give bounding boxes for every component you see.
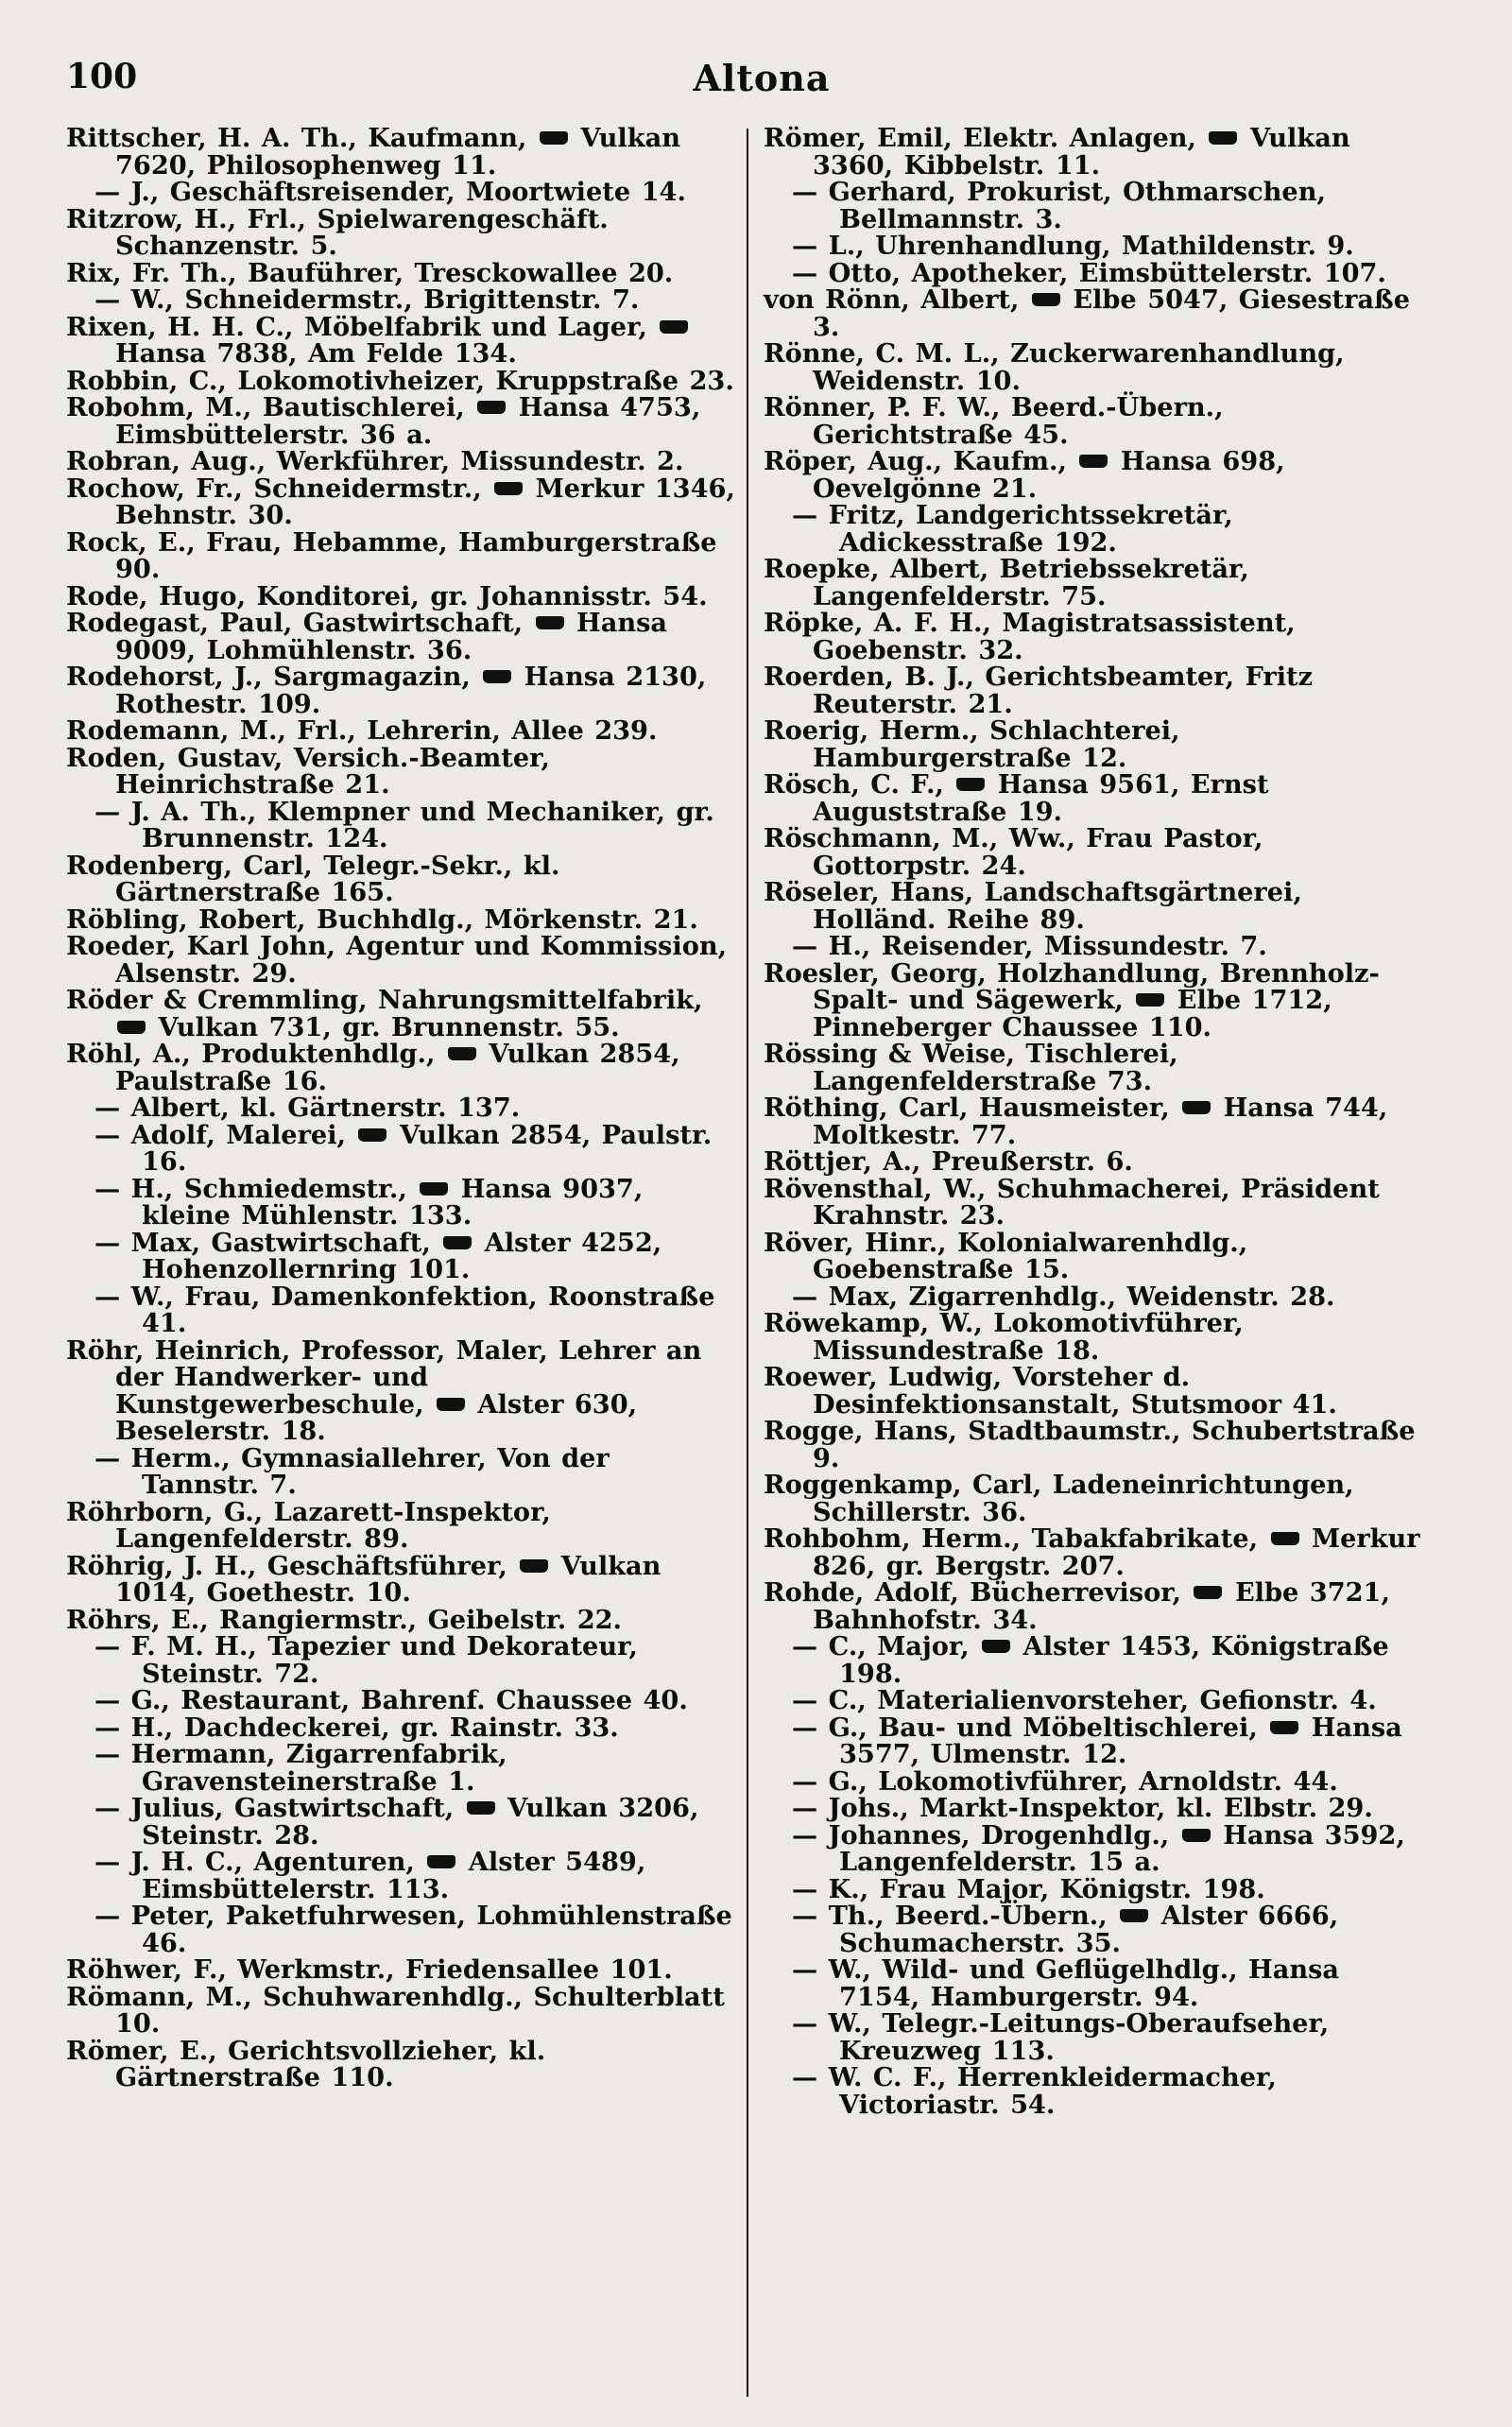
entry-text: Röwekamp, W., Lokomotivführer, Missundestraße 18. <box>764 1308 1244 1366</box>
directory-entry <box>66 933 735 987</box>
entry-text: Rochow, Fr., Schneidermstr., <box>66 473 493 504</box>
telephone-icon <box>494 482 523 495</box>
telephone-icon <box>437 1398 465 1411</box>
telephone-icon <box>420 1182 448 1196</box>
telephone-icon <box>427 1855 455 1868</box>
entry-text: — J., Geschäftsreisender, Moortwiete 14. <box>94 177 686 207</box>
entry-text: Roerig, Herm., Schlachterei, Hamburgerstraße 12. <box>764 715 1180 773</box>
directory-entry <box>66 1041 735 1094</box>
directory-entry <box>764 1041 1429 1094</box>
telephone-icon <box>443 1236 472 1249</box>
entry-text: Röhl, A., Produktenhdlg., <box>66 1039 446 1069</box>
entry-text: Röper, Aug., Kaufm., <box>764 446 1078 476</box>
entry-text: Hansa 9009, Lohmühlenstr. 36. <box>115 608 668 665</box>
entry-text: Hansa 744, Moltkestr. 77. <box>813 1093 1388 1150</box>
directory-entry <box>764 1873 1429 1904</box>
directory-entry <box>66 1741 735 1795</box>
entry-text: — H., Schmiedemstr., <box>94 1173 419 1204</box>
telephone-icon <box>448 1047 476 1060</box>
entry-text: Röhr, Heinrich, Professor, Maler, Lehrer an der Handwerker- und Kunstgewerbeschule, <box>66 1334 702 1420</box>
directory-entry <box>66 1119 735 1177</box>
directory-entry <box>66 1334 735 1446</box>
telephone-icon <box>660 320 688 334</box>
directory-entry <box>66 1496 735 1554</box>
entry-text: — L., Uhrenhandlung, Mathildenstr. 9. <box>792 231 1354 261</box>
entry-text: Vulkan 3206, Steinstr. 28. <box>142 1793 699 1850</box>
directory-entry <box>66 1981 735 2039</box>
entry-text: — Fritz, Landgerichtssekretär, Adickesstraße 192. <box>792 500 1233 558</box>
directory-entry <box>764 1714 1429 1768</box>
entry-text: Röhrig, J. H., Geschäftsführer, <box>66 1550 519 1581</box>
entry-text: Römer, E., Gerichtsvollzieher, kl. Gärtnerstraße 110. <box>66 2035 546 2092</box>
entry-text: Rodehorst, J., Sargmagazin, <box>66 662 482 692</box>
entry-text: Röseler, Hans, Landschaftsgärtnerei, Holländ. Reihe 89. <box>764 877 1302 935</box>
entry-text: — Hermann, Zigarrenfabrik, Gravensteinerstraße 1. <box>94 1739 507 1797</box>
telephone-icon <box>982 1640 1010 1653</box>
directory-entry <box>66 179 735 206</box>
directory-entry <box>66 1550 735 1608</box>
directory-entry <box>66 286 735 314</box>
right-column <box>748 125 1429 2397</box>
directory-entry <box>764 257 1429 288</box>
directory-entry <box>764 1283 1429 1311</box>
directory-entry <box>764 610 1429 663</box>
page-title: Altona <box>693 57 831 99</box>
directory-entry <box>66 125 735 179</box>
directory-entry <box>764 879 1429 933</box>
entry-text: — H., Reisender, Missundestr. 7. <box>792 931 1267 961</box>
directory-entry <box>66 796 735 853</box>
entry-text: — G., Bau- und Möbeltischlerei, <box>792 1712 1269 1743</box>
entry-text: — W., Frau, Damenkonfektion, Roonstraße 41. <box>94 1281 715 1338</box>
directory-entry <box>66 365 735 396</box>
entry-text: Römann, M., Schuhwarenhdlg., Schulterblatt 10. <box>66 1981 725 2039</box>
directory-entry <box>764 1094 1429 1148</box>
entry-text: Rodenberg, Carl, Telegr.-Sekr., kl. Gärtnerstraße 165. <box>66 850 560 907</box>
entry-text: Roggenkamp, Carl, Ladeneinrichtungen, Schillerstr. 36. <box>764 1470 1354 1527</box>
directory-entry <box>66 610 735 663</box>
directory-entry <box>764 232 1429 260</box>
entry-text: Ritzrow, H., Frl., Spielwarengeschäft. Schanzenstr. 5. <box>66 203 609 261</box>
entry-text: — W., Wild- und Geflügelhdlg., Hansa 7154, Hamburgerstr. 94. <box>792 1954 1340 2012</box>
directory-entry <box>764 1310 1429 1364</box>
entry-text: Rönne, C. M. L., Zuckerwarenhandlung, Weidenstr. 10. <box>764 338 1345 396</box>
directory-entry <box>66 1849 735 1902</box>
directory-entry <box>66 1633 735 1687</box>
entry-text: — W., Schneidermstr., Brigittenstr. 7. <box>94 284 640 315</box>
entry-text: — Herm., Gymnasiallehrer, Von der Tannstr. 7. <box>94 1442 610 1500</box>
directory-entry <box>66 1902 735 1956</box>
telephone-icon <box>1270 1721 1298 1734</box>
entry-text: Röthing, Carl, Hausmeister, <box>764 1093 1181 1123</box>
entry-text: Alster 630, Beselerstr. 18. <box>115 1388 638 1446</box>
entry-text: — G., Restaurant, Bahrenf. Chaussee 40. <box>94 1685 688 1715</box>
entry-text: Elbe 5047, Giesestraße 3. <box>813 284 1411 342</box>
entry-text: — Peter, Paketfuhrwesen, Lohmühlenstraße 46. <box>94 1901 732 1958</box>
directory-entry <box>66 526 735 584</box>
directory-entry <box>764 771 1429 825</box>
telephone-icon <box>1136 993 1164 1007</box>
directory-entry <box>66 448 735 475</box>
page-number: 100 <box>66 57 138 96</box>
directory-entry <box>764 556 1429 610</box>
entry-text: Roewer, Ludwig, Vorsteher d. Desinfektionsanstalt, Stutsmoor 41. <box>764 1362 1337 1420</box>
directory-entry <box>764 340 1429 394</box>
directory-entry <box>764 2010 1429 2064</box>
entry-text: — Albert, kl. Gärtnerstr. 137. <box>94 1093 521 1123</box>
entry-text: Roeder, Karl John, Agentur und Kommission, Alsenstr. 29. <box>66 931 728 989</box>
directory-entry <box>764 957 1429 1042</box>
entry-text: — W. C. F., Herrenkleidermacher, Victoriastr. 54. <box>792 2062 1277 2120</box>
entry-text: — Max, Gastwirtschaft, <box>94 1227 442 1258</box>
entry-text: — Max, Zigarrenhdlg., Weidenstr. 28. <box>792 1281 1335 1312</box>
entry-text: — C., Materialienvorsteher, Gefionstr. 4. <box>792 1685 1377 1715</box>
telephone-icon <box>540 131 568 145</box>
directory-entry <box>764 1525 1429 1579</box>
entry-text: Hansa 9561, Ernst Auguststraße 19. <box>813 769 1269 827</box>
telephone-icon <box>117 1021 146 1034</box>
entry-text: Vulkan 3360, Kibbelstr. 11. <box>813 123 1350 181</box>
entry-text: Rohde, Adolf, Bücherrevisor, <box>764 1577 1193 1608</box>
entry-text: Röver, Hinr., Kolonialwarenhdlg., Goebenstraße 15. <box>764 1227 1248 1284</box>
directory-entry <box>764 125 1429 179</box>
telephone-icon <box>956 778 985 791</box>
telephone-icon <box>358 1128 387 1142</box>
entry-text: Rogge, Hans, Stadtbaumstr., Schubertstraße 9. <box>764 1416 1416 1473</box>
entry-text: Röhrborn, G., Lazarett-Inspektor, Langenfelderstr. 89. <box>66 1496 551 1554</box>
directory-entry <box>66 717 735 745</box>
entry-text: Alster 1453, Königstraße 198. <box>839 1631 1389 1689</box>
entry-text: Alster 4252, Hohenzollernring 101. <box>142 1227 662 1284</box>
entry-text: — K., Frau Major, Königstr. 198. <box>792 1873 1265 1904</box>
entry-text: Vulkan 7620, Philosophenweg 11. <box>115 123 680 181</box>
telephone-icon <box>1271 1532 1299 1545</box>
directory-entry <box>764 1902 1429 1956</box>
entry-text: — Julius, Gastwirtschaft, <box>94 1793 465 1823</box>
entry-text: Hansa 4753, Eimsbüttelerstr. 36 a. <box>115 392 701 450</box>
entry-text: — Otto, Apotheker, Eimsbüttelerstr. 107. <box>792 257 1386 288</box>
entry-text: Röder & Cremmling, Nahrungsmittelfabrik, <box>66 985 703 1015</box>
directory-entry <box>764 1687 1429 1714</box>
entry-text: Rittscher, H. A. Th., Kaufmann, <box>66 123 538 153</box>
entry-text: Röhwer, F., Werkmstr., Friedensallee 101. <box>66 1954 673 1985</box>
entry-text: Rönner, P. F. W., Beerd.-Übern., Gerichtstraße 45. <box>764 392 1224 450</box>
directory-entry <box>66 987 735 1041</box>
directory-entry <box>764 825 1429 879</box>
entry-text: Hansa 9037, kleine Mühlenstr. 133. <box>142 1173 644 1231</box>
page-header <box>66 57 1457 117</box>
directory-entry <box>66 1604 735 1635</box>
telephone-icon <box>483 670 511 683</box>
telephone-icon <box>1209 131 1237 145</box>
telephone-icon <box>1182 1101 1211 1114</box>
entry-text: Elbe 3721, Bahnhofstr. 34. <box>813 1577 1390 1635</box>
directory-entry <box>66 203 735 261</box>
entry-text: Rodegast, Paul, Gastwirtschaft, <box>66 608 534 638</box>
directory-entry <box>66 1687 735 1714</box>
telephone-icon <box>477 401 506 414</box>
directory-entry <box>764 1956 1429 2010</box>
entry-text: Rix, Fr. Th., Bauführer, Tresckowallee 20. <box>66 257 674 288</box>
directory-entry <box>764 1819 1429 1877</box>
telephone-icon <box>467 1801 495 1815</box>
entry-text: — W., Telegr.-Leitungs-Oberaufseher, Kreuzweg 113. <box>792 2008 1330 2066</box>
entry-text: Rodemann, M., Frl., Lehrerin, Allee 239. <box>66 715 658 746</box>
entry-text: Röschmann, M., Ww., Frau Pastor, Gottorpstr. 24. <box>764 823 1263 881</box>
entry-text: Roesler, Georg, Holzhandlung, Brennholz-Spalt- und Sägewerk, <box>764 957 1380 1015</box>
entry-text: Robbin, C., Lokomotivheizer, Kruppstraße 23. <box>66 365 734 396</box>
directory-entry <box>764 502 1429 556</box>
entry-text: Rock, E., Frau, Hebamme, Hamburgerstraße 90. <box>66 526 717 584</box>
entry-text: — F. M. H., Tapezier und Dekorateur, Steinstr. 72. <box>94 1631 638 1689</box>
directory-entry <box>764 1173 1429 1231</box>
entry-text: Römer, Emil, Elektr. Anlagen, <box>764 123 1208 153</box>
entry-text: Vulkan 2854, Paulstraße 16. <box>115 1039 680 1096</box>
directory-entry <box>764 179 1429 232</box>
directory-entry <box>764 933 1429 960</box>
directory-entry <box>764 394 1429 448</box>
entry-text: Merkur 1346, Behnstr. 30. <box>115 473 735 530</box>
directory-entry <box>764 1364 1429 1418</box>
directory-entry <box>764 1227 1429 1284</box>
directory-entry <box>66 1173 735 1231</box>
directory-entry <box>66 311 735 369</box>
entry-text: Hansa 3592, Langenfelderstr. 15 a. <box>839 1819 1405 1877</box>
entry-text: — C., Major, <box>792 1631 981 1661</box>
entry-text: Roden, Gustav, Versich.-Beamter, Heinrichstraße 21. <box>66 742 550 800</box>
entry-text: — Johs., Markt-Inspektor, kl. Elbstr. 29. <box>792 1793 1373 1823</box>
entry-text: Rössing & Weise, Tischlerei, Langenfelderstraße 73. <box>764 1039 1178 1096</box>
directory-entry <box>66 580 735 611</box>
entry-text: Robohm, M., Bautischlerei, <box>66 392 476 422</box>
entry-text: Röhrs, E., Rangiermstr., Geibelstr. 22. <box>66 1604 622 1635</box>
entry-text: Hansa 2130, Rothestr. 109. <box>115 662 707 719</box>
telephone-icon <box>1194 1586 1222 1599</box>
directory-entry <box>764 286 1429 340</box>
directory-entry <box>66 1094 735 1122</box>
directory-entry <box>764 1633 1429 1687</box>
entry-text: Vulkan 1014, Goethestr. 10. <box>115 1550 662 1608</box>
entry-text: Rixen, H. H. C., Möbelfabrik und Lager, <box>66 311 659 342</box>
entry-text: Merkur 826, gr. Bergstr. 207. <box>813 1523 1420 1581</box>
directory-entry <box>66 475 735 529</box>
entry-text: — Th., Beerd.-Übern., <box>792 1901 1119 1931</box>
entry-text: Alster 6666, Schumacherstr. 35. <box>839 1901 1339 1958</box>
entry-text: Vulkan 731, gr. Brunnenstr. 55. <box>158 1011 620 1042</box>
directory-entry <box>66 1956 735 1984</box>
directory-entry <box>764 1795 1429 1822</box>
entry-text: — J. H. C., Agenturen, <box>94 1847 426 1877</box>
entry-text: — H., Dachdeckerei, gr. Rainstr. 33. <box>94 1712 619 1743</box>
entry-text: Hansa 7838, Am Felde 134. <box>115 338 517 369</box>
entry-text: Alster 5489, Eimsbüttelerstr. 113. <box>142 1847 646 1904</box>
directory-entry <box>66 1714 735 1742</box>
entry-text: — Adolf, Malerei, <box>94 1119 357 1150</box>
directory-entry <box>66 663 735 717</box>
entry-text: — G., Lokomotivführer, Arnoldstr. 44. <box>792 1765 1338 1797</box>
entry-text: — Johannes, Drogenhdlg., <box>792 1819 1180 1850</box>
directory-entry <box>66 742 735 800</box>
directory-entry <box>66 257 735 288</box>
entry-text: Elbe 1712, Pinneberger Chaussee 110. <box>813 985 1332 1042</box>
directory-entry <box>764 1579 1429 1633</box>
entry-text: Rohbohm, Herm., Tabakfabrikate, <box>764 1523 1269 1554</box>
directory-entry <box>764 1148 1429 1176</box>
telephone-icon <box>1120 1909 1148 1922</box>
entry-text: Rövensthal, W., Schuhmacherei, Präsident Krahnstr. 23. <box>764 1173 1380 1231</box>
entry-text: Roerden, B. J., Gerichtsbeamter, Fritz Reuterstr. 21. <box>764 662 1314 719</box>
directory-entry <box>66 906 735 934</box>
directory-entry <box>66 1442 735 1500</box>
telephone-icon <box>1032 293 1060 306</box>
entry-text: — J. A. Th., Klempner und Mechaniker, gr. Brunnenstr. 124. <box>94 796 714 853</box>
entry-text: Robran, Aug., Werkführer, Missundestr. 2. <box>66 446 684 476</box>
directory-entry <box>764 663 1429 717</box>
directory-entry <box>66 1283 735 1337</box>
telephone-icon <box>536 616 564 629</box>
directory-entry <box>764 1472 1429 1525</box>
entry-text: Vulkan 2854, Paulstr. 16. <box>142 1119 713 1177</box>
directory-entry <box>764 2064 1429 2118</box>
entry-text: Rode, Hugo, Konditorei, gr. Johannisstr. 54. <box>66 580 708 611</box>
telephone-icon <box>1182 1829 1211 1842</box>
directory-entry <box>66 394 735 448</box>
entry-text: Röpke, A. F. H., Magistratsassistent, Goebenstr. 32. <box>764 608 1296 665</box>
entry-text: Roepke, Albert, Betriebssekretär, Langenfelderstr. 75. <box>764 554 1249 611</box>
directory-entry <box>66 2035 735 2092</box>
directory-entry <box>764 1765 1429 1797</box>
telephone-icon <box>520 1559 548 1573</box>
entry-text: Rösch, C. F., <box>764 769 955 800</box>
directory-entry <box>764 1418 1429 1472</box>
telephone-icon <box>1079 455 1108 468</box>
entry-text: von Rönn, Albert, <box>764 284 1030 315</box>
directory-entry <box>764 448 1429 502</box>
left-column <box>66 125 747 2397</box>
entry-text: Röbling, Robert, Buchhdlg., Mörkenstr. 21. <box>66 904 698 935</box>
directory-columns <box>66 125 1457 2397</box>
directory-entry <box>66 1795 735 1849</box>
entry-text: — Gerhard, Prokurist, Othmarschen, Bellmannstr. 3. <box>792 177 1326 234</box>
entry-text: Röttjer, A., Preußerstr. 6. <box>764 1146 1133 1177</box>
directory-entry <box>764 717 1429 771</box>
entry-text: Hansa 698, Oevelgönne 21. <box>813 446 1285 504</box>
entry-text: Hansa 3577, Ulmenstr. 12. <box>839 1712 1402 1769</box>
directory-entry <box>66 852 735 906</box>
directory-entry <box>66 1227 735 1284</box>
